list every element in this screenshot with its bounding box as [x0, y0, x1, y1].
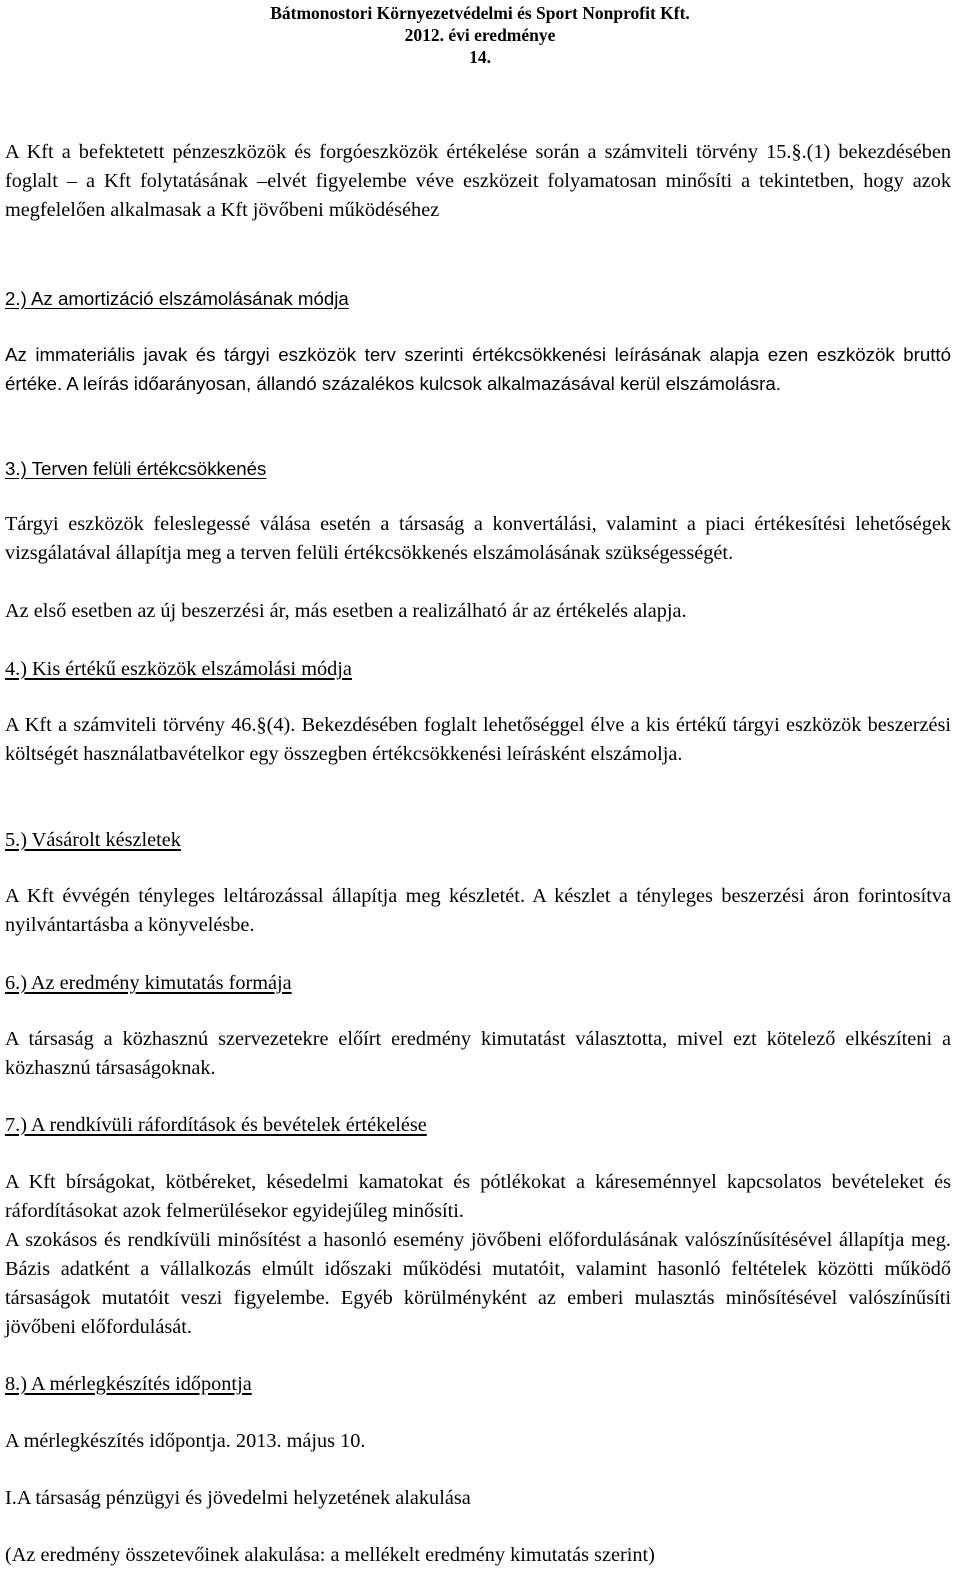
- intro-paragraph: A Kft a befektetett pénzeszközök és forgóeszközök értékelése során a számviteli törvény 15.§.(1) bekezdésében foglalt – a Kft folytatásának –elvét figyelembe véve eszközeit folyamatosan minősíti a tekintetben, hogy azok megfelelően alkalmasak a Kft jövőbeni működéséhez: [5, 141, 951, 221]
- section-4-heading: 4.) Kis értékű eszközök elszámolási módja: [5, 658, 352, 680]
- page-header: [0, 0, 960, 68]
- section-3-text-1: Tárgyi eszközök feleslegessé válása esetén a társaság a konvertálási, valamint a piaci értékesítési lehetőségek vizsgálatával állapítja meg a terven felüli értékcsökkenés elszámolásának szükségességét.: [5, 513, 951, 564]
- section-5-heading: 5.) Vásárolt készletek: [5, 829, 181, 851]
- report-subtitle: 2012. évi eredménye: [404, 25, 556, 45]
- section-8-heading: 8.) A mérlegkészítés időpontja: [5, 1373, 252, 1395]
- section-7-heading: 7.) A rendkívüli ráfordítások és bevételek értékelése: [5, 1114, 427, 1136]
- section-6-text: A társaság a közhasznú szervezetekre előírt eredmény kimutatást választotta, mivel ezt kötelező elkészíteni a közhasznú társaságoknak.: [5, 1028, 951, 1079]
- page-number: 14.: [469, 47, 491, 67]
- section-7-text-1: A Kft bírságokat, kötbéreket, késedelmi kamatokat és pótlékokat a káreseménnyel kapcsolatos bevételeket és ráfordításokat azok felmerülésekor egyidejűleg minősíti.: [5, 1171, 951, 1222]
- section-2-heading: 2.) Az amortizáció elszámolásának módja: [5, 288, 349, 309]
- section-3-heading: 3.) Terven felüli értékcsökkenés: [5, 458, 267, 479]
- section-4-text: A Kft a számviteli törvény 46.§(4). Bekezdésében foglalt lehetőséggel élve a kis értékű tárgyi eszközök beszerzési költségét használatbavételkor egy összegben értékcsökkenési leírásként elszámolja.: [5, 714, 951, 765]
- section-2-text: Az immateriális javak és tárgyi eszközök terv szerinti értékcsökkenési leírásának alapja ezen eszközök bruttó értéke. A leírás időarányosan, állandó százalékos kulcsok alkalmazásával kerül elszámolásra.: [5, 344, 951, 394]
- section-6-heading: 6.) Az eredmény kimutatás formája: [5, 972, 292, 994]
- section-7-text-2: A szokásos és rendkívüli minősítést a hasonló esemény jövőbeni előfordulásának valószínűsítésével állapítja meg. Bázis adatként a vállalkozás elmúlt időszaki működési mutatóit, valamint hasonló feltételek közötti működő társaságok mutatóit veszi figyelembe. Egyéb körülményként az emberi mulasztás minősítésével valószínűsíti jövőbeni előfordulását.: [5, 1229, 951, 1338]
- company-name: Bátmonostori Környezetvédelmi és Sport Nonprofit Kft.: [270, 3, 690, 23]
- section-5-text: A Kft évvégén tényleges leltározással állapítja meg készletét. A készlet a tényleges beszerzési áron forintosítva nyilvántartásba a könyvelésbe.: [5, 885, 951, 936]
- closing-note: (Az eredmény összetevőinek alakulása: a mellékelt eredmény kimutatás szerint): [5, 1544, 655, 1566]
- chapter-title: I.A társaság pénzügyi és jövedelmi helyzetének alakulása: [5, 1487, 471, 1509]
- section-8-text: A mérlegkészítés időpontja. 2013. május 10.: [5, 1430, 366, 1452]
- section-3-text-2: Az első esetben az új beszerzési ár, más esetben a realizálható ár az értékelés alapja.: [5, 600, 687, 622]
